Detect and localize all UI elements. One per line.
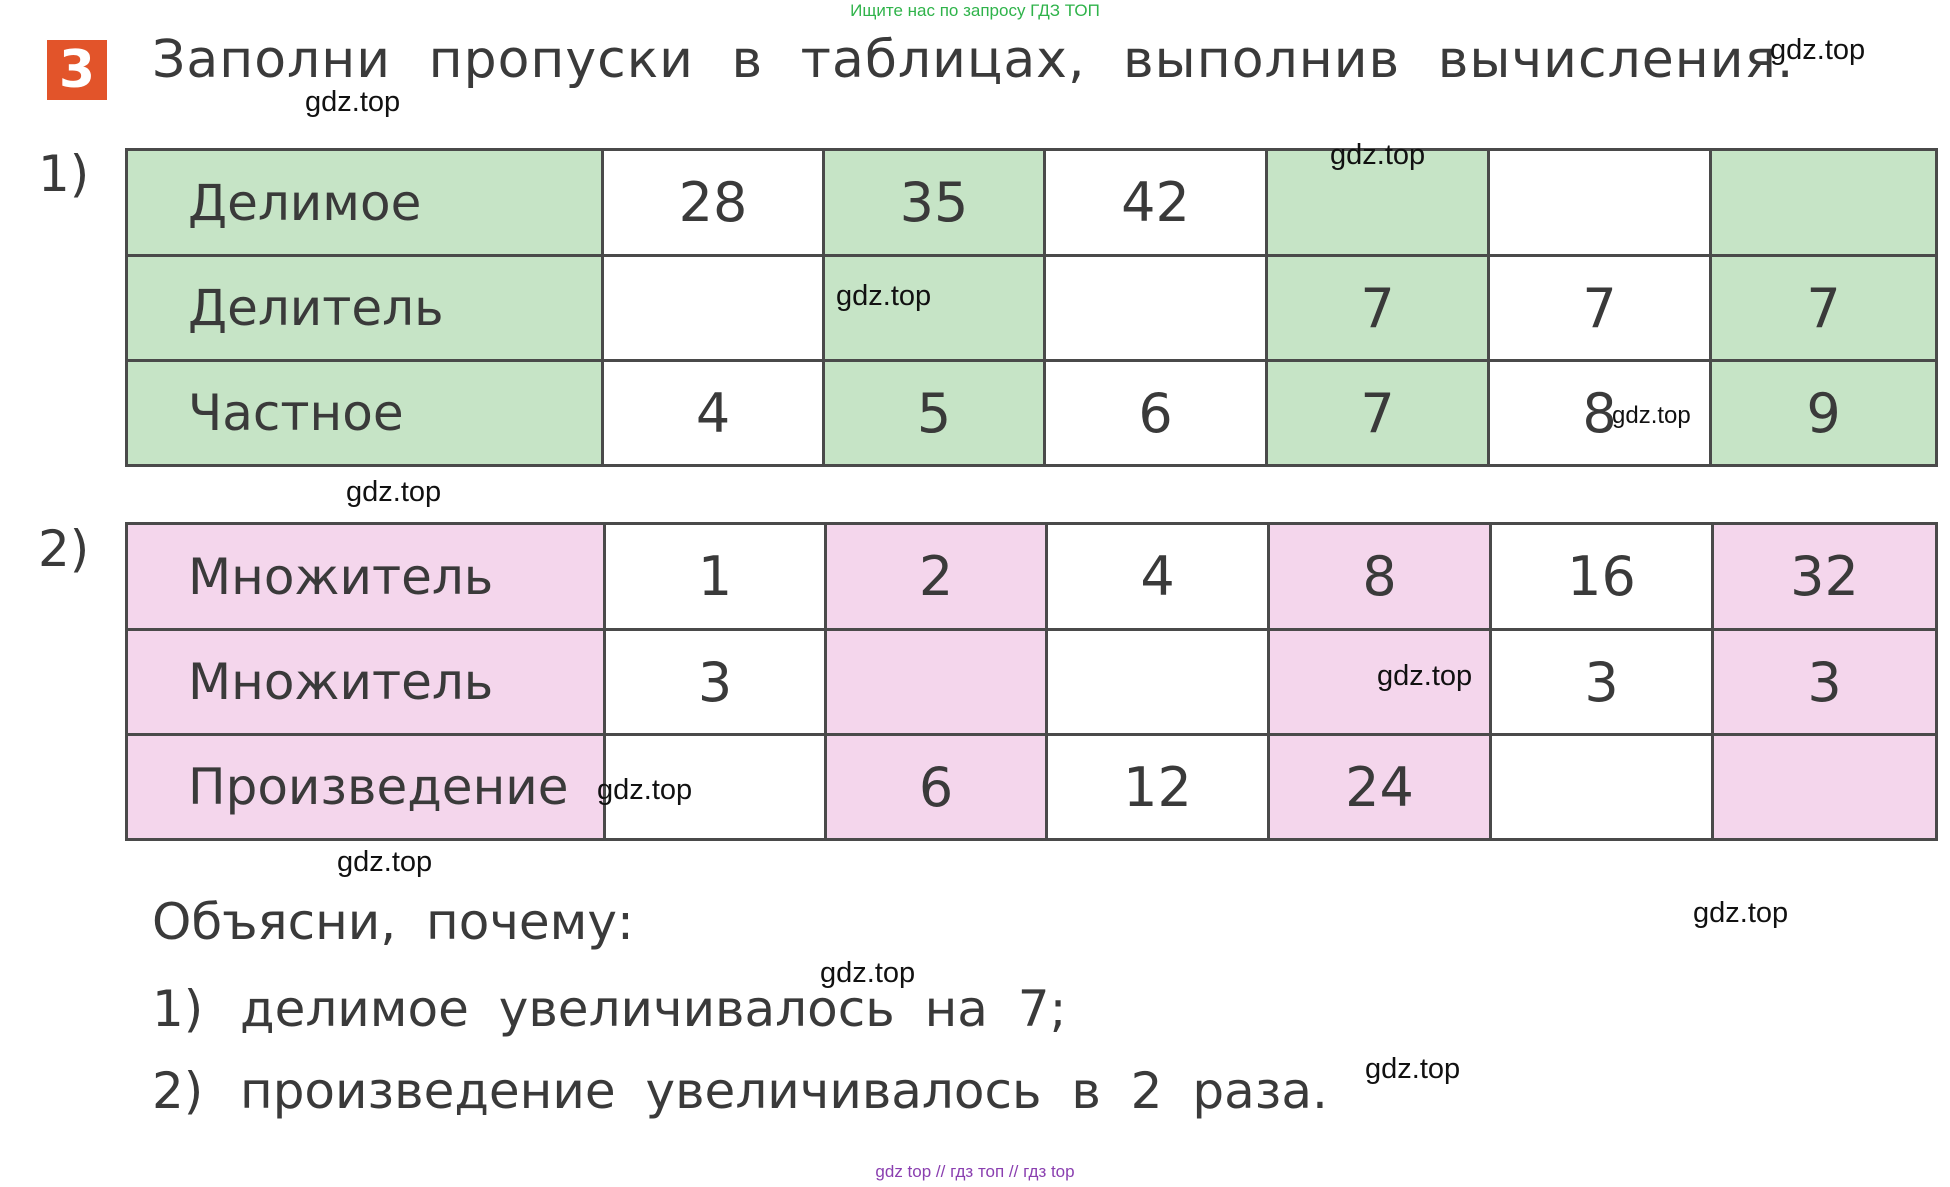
explain-item-1-number: 1)	[152, 980, 204, 1038]
watermark: gdz.top	[305, 86, 401, 118]
table-cell: 28	[603, 150, 824, 256]
part1-label: 1)	[38, 145, 90, 203]
table-cell: 32	[1713, 524, 1937, 630]
table-cell: 7	[1711, 256, 1937, 361]
table-cell	[1489, 150, 1711, 256]
part2-label: 2)	[38, 520, 90, 578]
table-cell: 4	[1047, 524, 1269, 630]
table-cell: 8	[1489, 361, 1711, 466]
table-cell: 5	[824, 361, 1045, 466]
table-cell: 3	[1713, 630, 1937, 735]
row-header-factor: Множитель	[127, 630, 605, 735]
explain-intro: Объясни, почему:	[152, 893, 634, 951]
table-cell: 8	[1269, 524, 1491, 630]
table-cell: 42	[1045, 150, 1267, 256]
explain-item-2-number: 2)	[152, 1062, 204, 1120]
table-cell: 12	[1047, 735, 1269, 840]
watermark: gdz.top	[1770, 34, 1866, 66]
table-cell: 1	[605, 524, 826, 630]
watermark: gdz.top	[820, 957, 916, 989]
watermark: gdz.top	[1330, 139, 1426, 171]
table-cell: 6	[826, 735, 1047, 840]
row-header-factor: Множитель	[127, 524, 605, 630]
table-row	[127, 150, 1937, 256]
table-cell: 2	[826, 524, 1047, 630]
table-row	[127, 524, 1937, 630]
task-title: Заполни пропуски в таблицах, выполнив вычисления.	[152, 30, 1795, 90]
table-cell	[603, 256, 824, 361]
table-cell: 3	[605, 630, 826, 735]
task-number-badge: 3	[47, 40, 107, 100]
table-cell	[826, 630, 1047, 735]
watermark: gdz.top	[346, 476, 442, 508]
watermark: gdz.top	[1365, 1053, 1461, 1085]
table-row	[127, 630, 1937, 735]
table-cell	[1491, 735, 1713, 840]
watermark: gdz.top	[1377, 660, 1473, 692]
table-cell	[1713, 735, 1937, 840]
watermark: gdz.top	[836, 280, 932, 312]
watermark: gdz.top	[1693, 897, 1789, 929]
watermark: gdz.top	[337, 846, 433, 878]
watermark: gdz.top	[597, 774, 693, 806]
table-cell: 3	[1491, 630, 1713, 735]
row-header-quotient: Частное	[127, 361, 603, 466]
table-cell: 35	[824, 150, 1045, 256]
footer-text: gdz top // гдз топ // гдз top	[875, 1162, 1075, 1181]
row-header-product: Произведение	[127, 735, 605, 840]
table-row	[127, 735, 1937, 840]
table-cell: 16	[1491, 524, 1713, 630]
watermark: gdz.top	[1612, 402, 1691, 429]
row-header-dividend: Делимое	[127, 150, 603, 256]
explain-item-1-text: делимое увеличивалось на 7;	[240, 980, 1067, 1038]
table-cell	[1047, 630, 1269, 735]
table-row	[127, 256, 1937, 361]
table-cell	[1045, 256, 1267, 361]
row-header-divisor: Делитель	[127, 256, 603, 361]
table-cell: 7	[1489, 256, 1711, 361]
explain-item-2-text: произведение увеличивалось в 2 раза.	[240, 1062, 1328, 1120]
table-cell: 7	[1267, 256, 1489, 361]
top-banner: Ищите нас по запросу ГДЗ ТОП	[850, 1, 1100, 20]
table-cell: 9	[1711, 361, 1937, 466]
table-cell: 4	[603, 361, 824, 466]
table-cell	[1711, 150, 1937, 256]
multiplication-table	[125, 522, 1938, 841]
table-cell: 24	[1269, 735, 1491, 840]
table-cell: 6	[1045, 361, 1267, 466]
table-cell: 7	[1267, 361, 1489, 466]
